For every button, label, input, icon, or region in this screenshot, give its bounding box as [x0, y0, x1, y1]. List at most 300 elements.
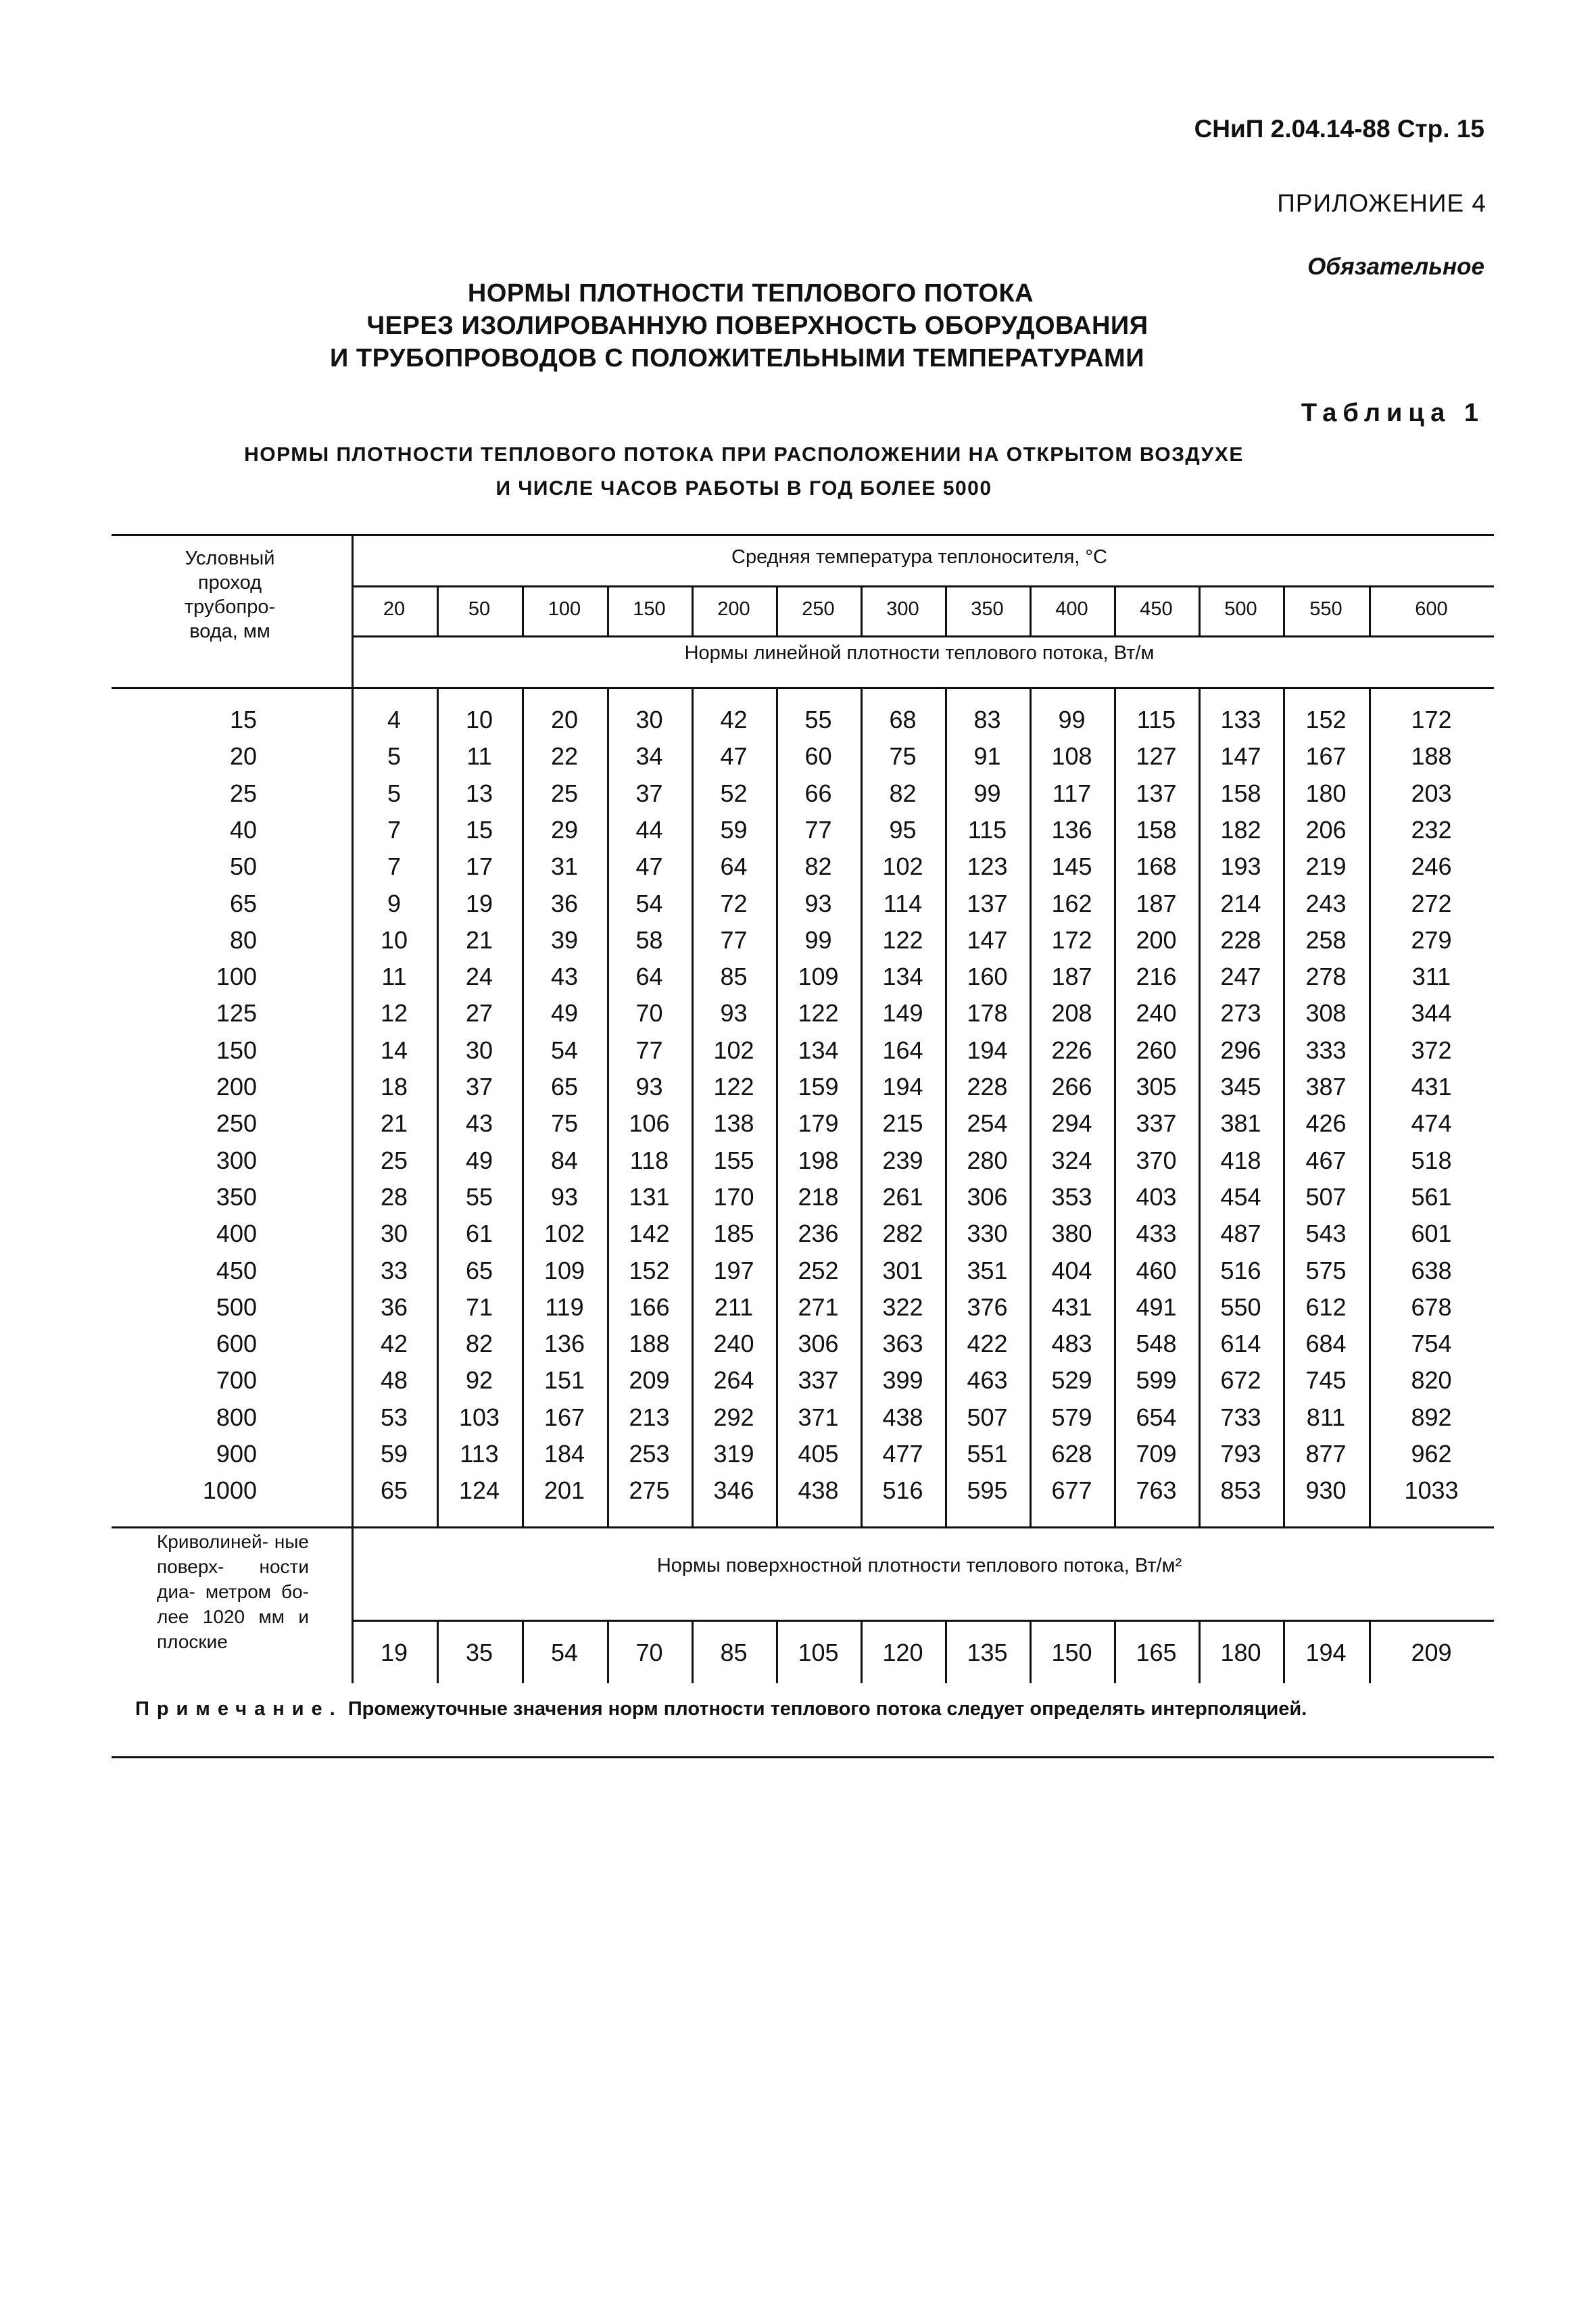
- temperature-200: 200: [717, 598, 750, 620]
- table-cell: 261: [882, 1183, 923, 1211]
- table-cell: 167: [543, 1403, 585, 1431]
- table-cell: 187: [1136, 890, 1177, 917]
- table-cell: 266: [1051, 1073, 1092, 1101]
- table-cell: 306: [798, 1330, 839, 1357]
- table-cell: 66: [804, 779, 832, 807]
- table-cell: 170: [713, 1183, 754, 1211]
- table-cell: 5: [387, 779, 402, 807]
- row-diameter: 50: [229, 852, 257, 880]
- table-cell: 208: [1051, 999, 1092, 1027]
- table-cell: 164: [882, 1036, 923, 1064]
- table-cell: 405: [798, 1440, 839, 1468]
- table-cell: 147: [967, 926, 1008, 954]
- table-cell: 20: [550, 706, 579, 733]
- table-cell: 381: [1220, 1109, 1261, 1137]
- temperature-100: 100: [548, 598, 581, 620]
- table-cell: 279: [1411, 926, 1452, 954]
- surface-density-header: Нормы поверхностной плотности теплового потока, Вт/м²: [656, 1555, 1182, 1576]
- table-cell: 160: [967, 963, 1008, 990]
- vline-body-11: [1369, 687, 1371, 1526]
- row-diameter: 250: [216, 1109, 257, 1137]
- table-cell: 654: [1136, 1403, 1177, 1431]
- table-cell: 64: [635, 963, 663, 990]
- table-cell: 264: [713, 1366, 754, 1394]
- table-cell: 27: [465, 999, 493, 1027]
- table-cell: 197: [713, 1257, 754, 1284]
- table-cell: 243: [1305, 890, 1347, 917]
- temperature-350: 350: [971, 598, 1004, 620]
- table-cell: 228: [1220, 926, 1261, 954]
- table-cell: 65: [465, 1257, 493, 1284]
- row-diameter: 800: [216, 1403, 257, 1431]
- rule-body-bottom: [112, 1526, 1494, 1528]
- table-cell: 99: [1058, 706, 1086, 733]
- table-cell: 99: [973, 779, 1001, 807]
- row-diameter: 400: [216, 1220, 257, 1247]
- table-cell: 178: [967, 999, 1008, 1027]
- table-cell: 47: [635, 852, 663, 880]
- temperature-450: 450: [1140, 598, 1173, 620]
- table-cell: 93: [804, 890, 832, 917]
- table-cell: 344: [1411, 999, 1452, 1027]
- table-cell: 273: [1220, 999, 1261, 1027]
- surface-cell: 54: [550, 1639, 579, 1666]
- table-cell: 677: [1051, 1476, 1092, 1504]
- table-cell: 65: [550, 1073, 579, 1101]
- table-cell: 133: [1220, 706, 1261, 733]
- table-cell: 213: [629, 1403, 670, 1431]
- row-diameter: 1000: [202, 1476, 257, 1504]
- table-cell: 187: [1051, 963, 1092, 990]
- table-cell: 37: [635, 779, 663, 807]
- table-cell: 507: [967, 1403, 1008, 1431]
- table-cell: 346: [713, 1476, 754, 1504]
- table-cell: 678: [1411, 1293, 1452, 1321]
- table-cell: 72: [720, 890, 748, 917]
- table-cell: 330: [967, 1220, 1008, 1247]
- table-cell: 228: [967, 1073, 1008, 1101]
- table-cell: 431: [1411, 1073, 1452, 1101]
- table-cell: 158: [1220, 779, 1261, 807]
- table-cell: 260: [1136, 1036, 1177, 1064]
- table-cell: 124: [458, 1476, 500, 1504]
- table-cell: 117: [1052, 779, 1092, 807]
- rule-temp-bottom: [352, 635, 1494, 637]
- table-cell: 137: [1136, 779, 1177, 807]
- table-cell: 138: [713, 1109, 754, 1137]
- table-cell: 152: [1305, 706, 1347, 733]
- table-cell: 65: [380, 1476, 408, 1504]
- table-cell: 7: [387, 852, 402, 880]
- table-cell: 206: [1305, 816, 1347, 844]
- table-cell: 25: [550, 779, 579, 807]
- table-cell: 240: [1136, 999, 1177, 1027]
- table-cell: 628: [1051, 1440, 1092, 1468]
- page-title: [0, 277, 1596, 375]
- table-cell: 345: [1220, 1073, 1261, 1101]
- table-cell: 82: [804, 852, 832, 880]
- mandatory-label: Обязательное: [1307, 254, 1484, 280]
- table-cell: 246: [1411, 852, 1452, 880]
- table-cell: 109: [798, 963, 839, 990]
- surface-cell: 209: [1411, 1639, 1452, 1666]
- table-cell: 550: [1220, 1293, 1261, 1321]
- table-cell: 306: [967, 1183, 1008, 1211]
- table-cell: 43: [465, 1109, 493, 1137]
- table-cell: 236: [798, 1220, 839, 1247]
- title-line-2: ЧЕРЕЗ ИЗОЛИРОВАННУЮ ПОВЕРХНОСТЬ ОБОРУДОВАНИЯ: [366, 312, 1148, 340]
- table-cell: 218: [798, 1183, 839, 1211]
- table-cell: 380: [1051, 1220, 1092, 1247]
- table-cell: 142: [629, 1220, 670, 1247]
- surface-cell: 194: [1305, 1639, 1347, 1666]
- table-cell: 811: [1306, 1403, 1346, 1431]
- rule-bottom: [112, 1756, 1494, 1758]
- row-diameter: 100: [216, 963, 257, 990]
- table-cell: 211: [714, 1293, 754, 1321]
- table-cell: 37: [465, 1073, 493, 1101]
- table-cell: 13: [465, 779, 493, 807]
- table-cell: 25: [380, 1147, 408, 1174]
- table-cell: 12: [380, 999, 408, 1027]
- table-cell: 54: [550, 1036, 579, 1064]
- table-cell: 754: [1411, 1330, 1452, 1357]
- vline-body-10: [1283, 687, 1285, 1526]
- table-cell: 48: [380, 1366, 408, 1394]
- vline-body-8: [1114, 687, 1116, 1526]
- vline-body-5: [861, 687, 863, 1526]
- table-cell: 463: [967, 1366, 1008, 1394]
- table-cell: 127: [1136, 742, 1177, 770]
- document-code: СНиП 2.04.14-88 Стр. 15: [1194, 115, 1484, 143]
- table-cell: 892: [1411, 1403, 1452, 1431]
- table-cell: 483: [1051, 1330, 1092, 1357]
- table-cell: 308: [1305, 999, 1347, 1027]
- table-cell: 18: [380, 1073, 408, 1101]
- table-cell: 219: [1305, 852, 1347, 880]
- table-cell: 102: [713, 1036, 754, 1064]
- table-cell: 575: [1305, 1257, 1347, 1284]
- curved-surfaces-label: Криволиней- ные поверх- ности диа- метром бо- лее 1020 мм и плоские: [157, 1531, 309, 1652]
- table-cell: 351: [967, 1257, 1008, 1284]
- table-cell: 93: [720, 999, 748, 1027]
- table-cell: 54: [635, 890, 663, 917]
- table-cell: 612: [1305, 1293, 1347, 1321]
- table-cell: 551: [967, 1440, 1008, 1468]
- table-cell: 29: [550, 816, 579, 844]
- row-diameter: 450: [216, 1257, 257, 1284]
- table-cell: 239: [882, 1147, 923, 1174]
- table-cell: 253: [629, 1440, 670, 1468]
- table-cell: 184: [543, 1440, 585, 1468]
- table-cell: 145: [1051, 852, 1092, 880]
- table-cell: 376: [967, 1293, 1008, 1321]
- table-cell: 70: [635, 999, 663, 1027]
- table-cell: 672: [1220, 1366, 1261, 1394]
- table-cell: 11: [381, 963, 407, 990]
- vline-body-9: [1199, 687, 1201, 1526]
- row-diameter: 25: [229, 779, 257, 807]
- table-caption: [0, 438, 1596, 506]
- table-cell: 119: [545, 1293, 584, 1321]
- temperature-550: 550: [1309, 598, 1343, 620]
- table-cell: 115: [1136, 706, 1176, 733]
- table-cell: 123: [967, 852, 1008, 880]
- table-cell: 147: [1220, 742, 1261, 770]
- table-cell: 49: [465, 1147, 493, 1174]
- table-cell: 487: [1220, 1220, 1261, 1247]
- table-cell: 311: [1411, 963, 1451, 990]
- table-cell: 75: [550, 1109, 579, 1137]
- table-cell: 61: [465, 1220, 493, 1247]
- table-cell: 319: [713, 1440, 754, 1468]
- table-cell: 31: [550, 852, 579, 880]
- table-cell: 579: [1051, 1403, 1092, 1431]
- table-cell: 518: [1411, 1147, 1452, 1174]
- table-cell: 68: [889, 706, 917, 733]
- table-cell: 155: [713, 1147, 754, 1174]
- table-label: Таблица 1: [1301, 399, 1484, 427]
- vline-body-4: [776, 687, 778, 1526]
- table-cell: 28: [380, 1183, 408, 1211]
- surface-cell: 165: [1136, 1639, 1177, 1666]
- table-cell: 91: [973, 742, 1001, 770]
- table-cell: 363: [882, 1330, 923, 1357]
- table-cell: 282: [882, 1220, 923, 1247]
- table-cell: 9: [387, 890, 402, 917]
- row-diameter: 40: [229, 816, 257, 844]
- surface-cell: 150: [1051, 1639, 1092, 1666]
- table-cell: 15: [465, 816, 493, 844]
- table-cell: 36: [380, 1293, 408, 1321]
- rule-top: [112, 534, 1494, 536]
- temperature-250: 250: [802, 598, 835, 620]
- table-cell: 548: [1136, 1330, 1177, 1357]
- table-cell: 709: [1136, 1440, 1177, 1468]
- table-cell: 216: [1136, 963, 1177, 990]
- temperature-300: 300: [886, 598, 919, 620]
- table-cell: 853: [1220, 1476, 1261, 1504]
- table-cell: 209: [629, 1366, 670, 1394]
- table-cell: 599: [1136, 1366, 1177, 1394]
- table-cell: 21: [380, 1109, 408, 1137]
- table-cell: 422: [967, 1330, 1008, 1357]
- table-cell: 84: [550, 1147, 579, 1174]
- temperature-50: 50: [468, 598, 491, 620]
- table-cell: 418: [1220, 1147, 1261, 1174]
- side-header-1: Условный: [185, 548, 275, 569]
- side-header-2: проход: [197, 572, 262, 594]
- table-cell: 232: [1411, 816, 1452, 844]
- table-cell: 22: [550, 742, 579, 770]
- table-cell: 39: [550, 926, 579, 954]
- table-cell: 114: [883, 890, 923, 917]
- row-diameter: 20: [229, 742, 257, 770]
- table-cell: 258: [1305, 926, 1347, 954]
- surface-cell: 85: [720, 1639, 748, 1666]
- table-cell: 460: [1136, 1257, 1177, 1284]
- table-cell: 172: [1051, 926, 1092, 954]
- table-cell: 7: [387, 816, 402, 844]
- row-diameter: 15: [229, 706, 257, 733]
- table-cell: 5: [387, 742, 402, 770]
- table-cell: 55: [465, 1183, 493, 1211]
- table-cell: 115: [967, 816, 1007, 844]
- table-cell: 507: [1305, 1183, 1347, 1211]
- temperature-20: 20: [383, 598, 406, 620]
- table-cell: 930: [1305, 1476, 1347, 1504]
- table-cell: 93: [550, 1183, 579, 1211]
- table-caption-line-2: И ЧИСЛЕ ЧАСОВ РАБОТЫ В ГОД БОЛЕЕ 5000: [495, 477, 992, 500]
- table-cell: 136: [543, 1330, 585, 1357]
- table-cell: 296: [1220, 1036, 1261, 1064]
- table-cell: 60: [804, 742, 832, 770]
- row-diameter: 150: [216, 1036, 257, 1064]
- table-cell: 21: [465, 926, 493, 954]
- table-cell: 59: [380, 1440, 408, 1468]
- table-cell: 280: [967, 1147, 1008, 1174]
- side-header-4: вода, мм: [189, 621, 270, 642]
- vline-body-1: [522, 687, 524, 1526]
- table-cell: 134: [882, 963, 923, 990]
- table-cell: 43: [550, 963, 579, 990]
- table-caption-line-1: НОРМЫ ПЛОТНОСТИ ТЕПЛОВОГО ПОТОКА ПРИ РАСПОЛОЖЕНИИ НА ОТКРЫТОМ ВОЗДУХЕ: [244, 443, 1244, 466]
- table-cell: 159: [798, 1073, 839, 1101]
- table-cell: 292: [713, 1403, 754, 1431]
- vline-body-7: [1030, 687, 1032, 1526]
- table-cell: 118: [629, 1147, 669, 1174]
- table-cell: 474: [1411, 1109, 1452, 1137]
- table-cell: 162: [1051, 890, 1092, 917]
- vline-body-6: [945, 687, 947, 1526]
- vline-body-3: [692, 687, 694, 1526]
- table-cell: 491: [1136, 1293, 1177, 1321]
- table-cell: 179: [798, 1109, 839, 1137]
- table-cell: 149: [882, 999, 923, 1027]
- table-cell: 595: [967, 1476, 1008, 1504]
- table-cell: 30: [635, 706, 663, 733]
- vline-body-2: [607, 687, 609, 1526]
- table-cell: 17: [465, 852, 493, 880]
- table-cell: 4: [387, 706, 402, 733]
- table-cell: 59: [720, 816, 748, 844]
- table-cell: 301: [882, 1257, 923, 1284]
- table-cell: 272: [1411, 890, 1452, 917]
- table-cell: 85: [720, 963, 748, 990]
- table-cell: 10: [380, 926, 408, 954]
- table-cell: 102: [543, 1220, 585, 1247]
- table-cell: 193: [1220, 852, 1261, 880]
- row-diameter: 500: [216, 1293, 257, 1321]
- table-cell: 172: [1411, 706, 1452, 733]
- table-cell: 433: [1136, 1220, 1177, 1247]
- row-diameter: 900: [216, 1440, 257, 1468]
- table-cell: 180: [1305, 779, 1347, 807]
- row-diameter: 200: [216, 1073, 257, 1101]
- table-cell: 337: [1136, 1109, 1177, 1137]
- table-cell: 252: [798, 1257, 839, 1284]
- surface-cell: 35: [465, 1639, 493, 1666]
- table-cell: 52: [720, 779, 748, 807]
- table-cell: 137: [967, 890, 1008, 917]
- table-cell: 122: [713, 1073, 754, 1101]
- table-cell: 371: [798, 1403, 839, 1431]
- table-cell: 166: [629, 1293, 670, 1321]
- table-cell: 516: [1220, 1257, 1261, 1284]
- table-cell: 200: [1136, 926, 1177, 954]
- table-cell: 152: [629, 1257, 670, 1284]
- table-cell: 82: [889, 779, 917, 807]
- title-line-3: И ТРУБОПРОВОДОВ С ПОЛОЖИТЕЛЬНЫМИ ТЕМПЕРАТУРАМИ: [329, 344, 1145, 372]
- table-cell: 42: [380, 1330, 408, 1357]
- table-cell: 24: [465, 963, 493, 990]
- table-cell: 99: [804, 926, 832, 954]
- table-cell: 30: [465, 1036, 493, 1064]
- table-cell: 684: [1305, 1330, 1347, 1357]
- table-cell: 113: [460, 1440, 499, 1468]
- table-cell: 601: [1411, 1220, 1452, 1247]
- temperature-500: 500: [1224, 598, 1257, 620]
- vline-body-0: [437, 687, 439, 1526]
- temperature-150: 150: [633, 598, 666, 620]
- table-cell: 275: [629, 1476, 670, 1504]
- side-header-3: трубопро-: [184, 596, 276, 618]
- table-cell: 47: [720, 742, 748, 770]
- table-cell: 337: [798, 1366, 839, 1394]
- table-cell: 322: [882, 1293, 923, 1321]
- table-cell: 399: [882, 1366, 923, 1394]
- table-cell: 372: [1411, 1036, 1452, 1064]
- table-cell: 131: [629, 1183, 670, 1211]
- table-cell: 215: [882, 1109, 923, 1137]
- table-cell: 151: [543, 1366, 585, 1394]
- note-prefix: Примечание.: [135, 1698, 343, 1720]
- table-cell: 426: [1305, 1109, 1347, 1137]
- table-cell: 93: [635, 1073, 663, 1101]
- table-cell: 877: [1305, 1440, 1347, 1468]
- table-cell: 77: [720, 926, 748, 954]
- table-cell: 77: [804, 816, 832, 844]
- table-cell: 49: [550, 999, 579, 1027]
- table-cell: 194: [882, 1073, 923, 1101]
- table-cell: 529: [1051, 1366, 1092, 1394]
- note-text: Промежуточные значения норм плотности теплового потока следует определять интерполяцией.: [347, 1698, 1307, 1720]
- table-cell: 324: [1051, 1147, 1092, 1174]
- table-cell: 240: [713, 1330, 754, 1357]
- table-cell: 64: [720, 852, 748, 880]
- table-cell: 387: [1305, 1073, 1347, 1101]
- table-cell: 77: [635, 1036, 663, 1064]
- table-cell: 820: [1411, 1366, 1452, 1394]
- table-cell: 19: [465, 890, 493, 917]
- temperature-header: Средняя температура теплоносителя, °С: [731, 546, 1107, 568]
- row-diameter: 700: [216, 1366, 257, 1394]
- table-cell: 106: [629, 1109, 670, 1137]
- row-diameter: 600: [216, 1330, 257, 1357]
- table-cell: 638: [1411, 1257, 1452, 1284]
- table-cell: 198: [798, 1147, 839, 1174]
- table-cell: 543: [1305, 1220, 1347, 1247]
- table-cell: 185: [713, 1220, 754, 1247]
- table-cell: 44: [635, 816, 663, 844]
- table-cell: 102: [882, 852, 923, 880]
- table-cell: 201: [543, 1476, 585, 1504]
- table-cell: 10: [465, 706, 493, 733]
- table-cell: 370: [1136, 1147, 1177, 1174]
- rule-header-bottom: [112, 687, 1494, 689]
- table-cell: 34: [635, 742, 663, 770]
- table-cell: 733: [1220, 1403, 1261, 1431]
